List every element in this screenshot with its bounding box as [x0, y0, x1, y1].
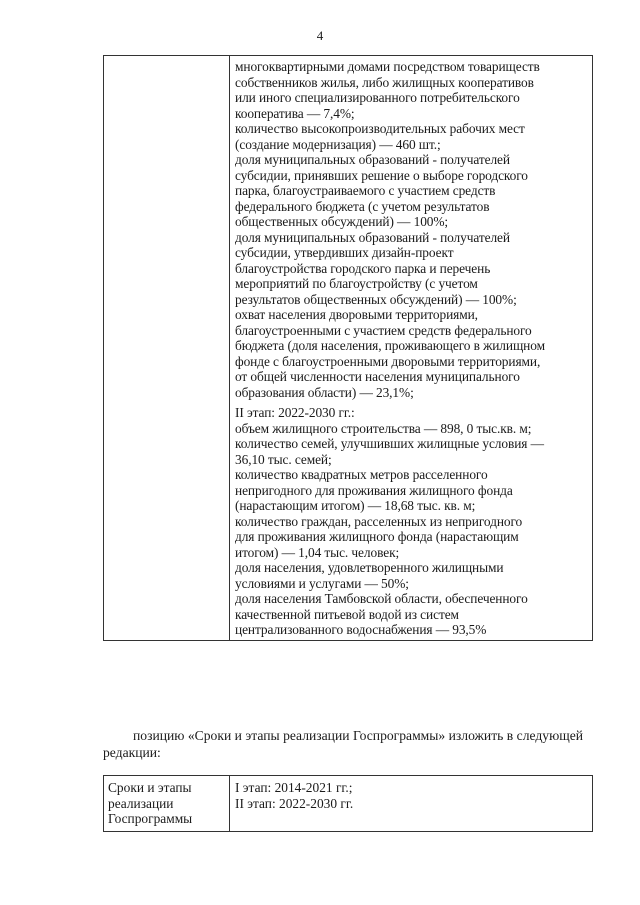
goal-line: охват населения дворовыми территориями, — [235, 307, 478, 322]
goal-line: от общей численности населения муниципального — [235, 369, 520, 384]
terms-stages — [235, 780, 588, 811]
terms-label-line: Сроки и этапы — [108, 780, 192, 795]
goal-line: количество высокопроизводительных рабочих мест — [235, 121, 525, 136]
goals-table-label-cell — [104, 56, 230, 641]
terms-label-line: реализации — [108, 795, 174, 811]
goal-line: централизованного водоснабжения — 93,5% — [235, 622, 487, 637]
goal-line: общественных обсуждений) — 100%; — [235, 214, 449, 229]
goal-line: условиями и услугами — 50%; — [235, 575, 409, 591]
goal-line: субсидии, утвердивших дизайн-проект — [235, 245, 454, 260]
goal-line: собственников жилья, либо жилищных кооперативов — [235, 74, 534, 90]
goal-line: 36,10 тыс. семей; — [235, 451, 332, 467]
goal-line: количество семей, улучшивших жилищные условия — — [235, 436, 544, 451]
goal-line: качественной питьевой водой из систем — [235, 606, 459, 622]
stage-line: II этап: 2022-2030 гг. — [235, 795, 354, 811]
stage-line: I этап: 2014-2021 гг.; — [235, 780, 353, 795]
stage2-heading: II этап: 2022-2030 гг.: — [235, 405, 355, 420]
goal-line: объем жилищного строительства — 898, 0 тыс.кв. м; — [235, 420, 532, 436]
terms-label — [108, 780, 226, 827]
goal-line: результатов общественных обсуждений) — 100%; — [235, 291, 517, 307]
terms-label-line: Госпрограммы — [108, 811, 193, 826]
page-number: 4 — [316, 28, 324, 43]
goal-line: количество граждан, расселенных из непригодного — [235, 513, 523, 529]
goal-line: благоустроенными с участием средств федерального — [235, 322, 532, 338]
terms-value-cell — [230, 776, 593, 832]
goal-line: непригодного для проживания жилищного фонда — [235, 482, 513, 498]
goal-line: многоквартирными домами посредством товариществ — [235, 59, 540, 74]
goal-line: количество квадратных метров расселенного — [235, 467, 488, 482]
terms-label-cell — [104, 776, 230, 832]
goal-line: (создание модернизация) — 460 шт.; — [235, 136, 441, 152]
goal-line: для проживания жилищного фонда (нарастающим — [235, 529, 519, 544]
goal-line: бюджета (доля населения, проживающего в жилищном — [235, 338, 545, 353]
goals-table-value-cell — [230, 56, 593, 641]
goal-line: доля муниципальных образований - получателей — [235, 229, 510, 245]
goal-line: итогом) — 1,04 тыс. человек; — [235, 544, 400, 560]
goal-line: (нарастающим итогом) — 18,68 тыс. кв. м; — [235, 498, 476, 513]
goal-line: фонде с благоустроенными дворовыми территориями, — [235, 353, 541, 369]
stage2-lines — [235, 421, 588, 638]
terms-table — [103, 775, 593, 832]
goal-line: парка, благоустраиваемого с участием средств — [235, 183, 496, 198]
goal-line: доля населения, удовлетворенного жилищными — [235, 560, 504, 575]
goals-table — [103, 55, 593, 641]
goal-line: или иного специализированного потребительского — [235, 90, 520, 105]
goal-line: образования области) — 23,1%; — [235, 384, 414, 400]
goal-line: благоустройства городского парка и перечень — [235, 260, 491, 276]
goal-line: федерального бюджета (с учетом результатов — [235, 198, 490, 214]
goal-line: доля муниципальных образований - получателей — [235, 152, 510, 167]
amendment-paragraph: позицию «Сроки и этапы реализации Госпрограммы» изложить в следующей редакции: — [103, 728, 583, 760]
stage1-lines — [235, 59, 588, 400]
goal-line: кооператива — 7,4%; — [235, 105, 355, 121]
goal-line: мероприятий по благоустройству (с учетом — [235, 276, 478, 291]
goal-line: доля населения Тамбовской области, обеспеченного — [235, 591, 528, 606]
goal-line: субсидии, принявших решение о выборе городского — [235, 167, 528, 183]
